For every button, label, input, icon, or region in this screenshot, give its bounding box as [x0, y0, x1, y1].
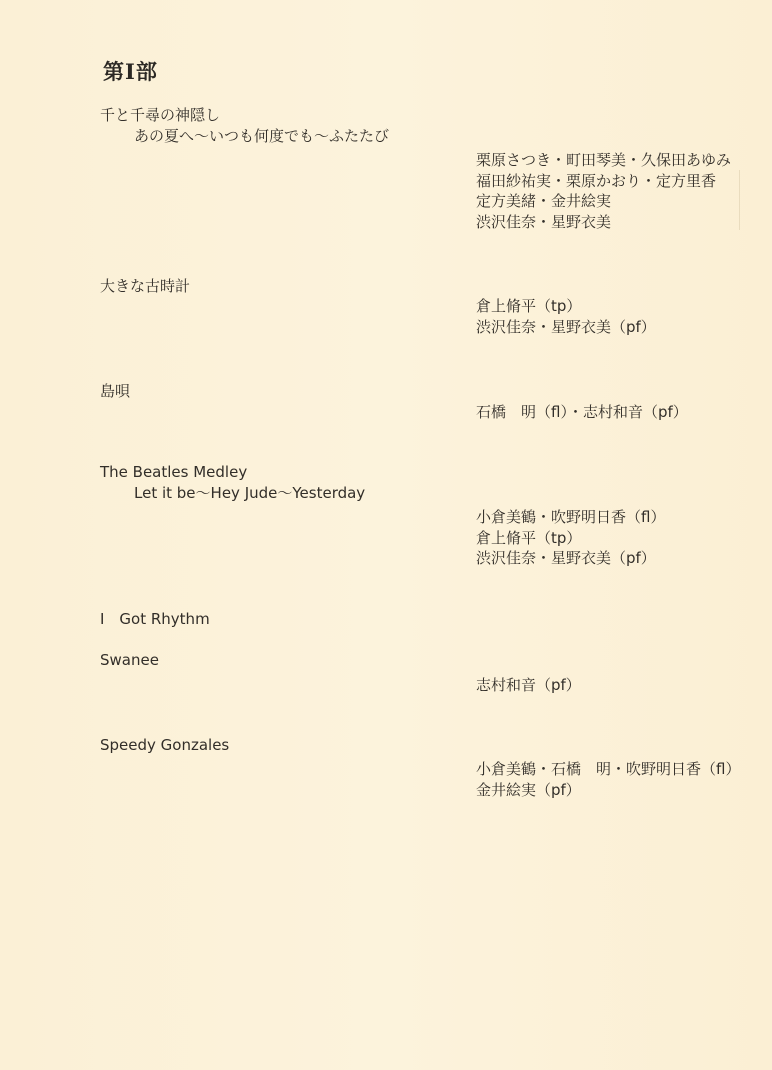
performer-line: 小倉美鶴・石橋 明・吹野明日香（fl） [476, 760, 741, 778]
piece-title: Swanee [100, 651, 159, 669]
piece-subtitle: あの夏へ～いつも何度でも～ふたたび [134, 127, 390, 145]
performer-line: 金井絵実（pf） [476, 781, 581, 799]
piece-title: 千と千尋の神隠し [100, 106, 221, 124]
piece-title: 大きな古時計 [100, 277, 191, 295]
piece-title: Speedy Gonzales [100, 736, 230, 754]
performer-line: 小倉美鶴・吹野明日香（fl） [476, 508, 666, 526]
performer-line: 志村和音（pf） [476, 676, 581, 694]
paper-edge-mark [739, 170, 740, 230]
performer-line: 渋沢佳奈・星野衣美（pf） [476, 318, 656, 336]
performer-line: 渋沢佳奈・星野衣美（pf） [476, 549, 656, 567]
performer-line: 福田紗祐実・栗原かおり・定方里香 [476, 172, 717, 190]
performer-line: 定方美緒・金井絵実 [476, 192, 612, 210]
piece-subtitle: Let it be～Hey Jude～Yesterday [134, 484, 366, 502]
performer-line: 倉上脩平（tp） [476, 529, 582, 547]
part-title: 第Ⅰ部 [103, 59, 158, 84]
performer-line: 渋沢佳奈・星野衣美 [476, 213, 612, 231]
piece-title: 島唄 [100, 382, 131, 400]
piece-title: The Beatles Medley [100, 463, 248, 481]
performer-line: 倉上脩平（tp） [476, 297, 582, 315]
performer-line: 石橋 明（fl）・志村和音（pf） [476, 403, 688, 421]
piece-title: I Got Rhythm [100, 610, 210, 628]
performer-line: 栗原さつき・町田琴美・久保田あゆみ [476, 151, 732, 169]
